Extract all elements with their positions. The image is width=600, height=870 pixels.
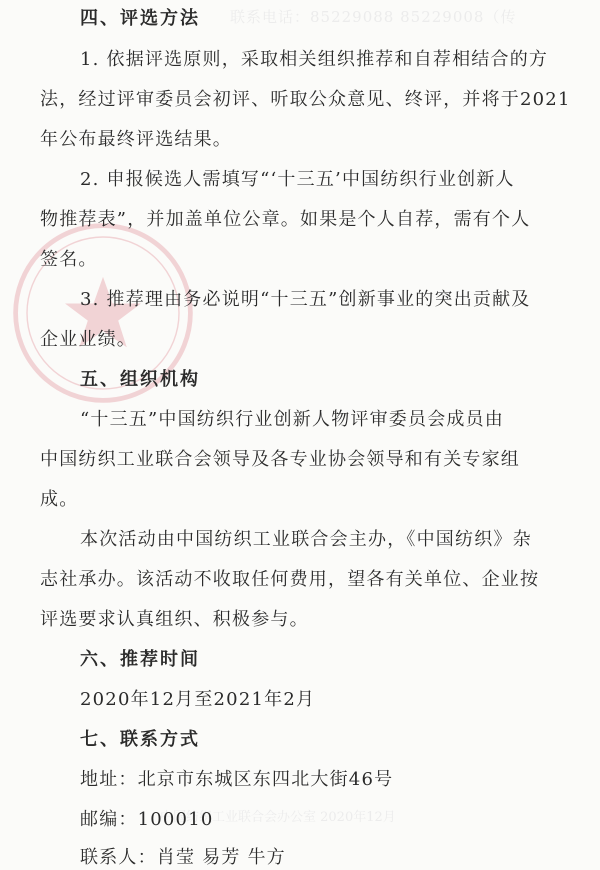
contact-persons: 联系人：肖莹 易芳 牛方 <box>80 847 286 868</box>
section-4-p2-line1: 2. 申报候选人需填写“‘十三五’中国纺织行业创新人 <box>80 169 515 190</box>
section-5-p1-line2: 中国纺织工业联合会领导及各专业协会领导和有关专家组 <box>40 449 520 470</box>
section-4-p3-line1: 3. 推荐理由务必说明“十三五”创新事业的突出贡献及 <box>80 289 531 310</box>
section-4-heading: 四、评选方法 <box>80 8 200 29</box>
contact-address: 地址：北京市东城区东四北大街46号 <box>80 769 394 790</box>
section-5-p2-line3: 评选要求认真组织、积极参与。 <box>40 609 309 630</box>
section-5-heading: 五、组织机构 <box>80 369 200 390</box>
section-6-heading: 六、推荐时间 <box>80 649 200 670</box>
section-4-p1-line1: 1. 依据评选原则，采取相关组织推荐和自荐相结合的方 <box>80 49 549 70</box>
section-4-p1-line3: 年公布最终评选结果。 <box>40 129 232 150</box>
section-5-p1-line3: 成。 <box>40 489 79 510</box>
section-5-p2-line2: 志社承办。该活动不收取任何费用，望各有关单位、企业按 <box>40 569 540 590</box>
section-7-heading: 七、联系方式 <box>80 729 200 750</box>
section-4-p2-line2: 物推荐表”，并加盖单位公章。如果是个人自荐，需有个人 <box>40 209 531 230</box>
recommendation-period: 2020年12月至2021年2月 <box>80 689 316 710</box>
reverse-side-bleed-footer: 中国纺织工业联合会办公室 2020年12月 <box>160 810 396 825</box>
section-5-p2-line1: 本次活动由中国纺织工业联合会主办，《中国纺织》杂 <box>80 529 532 550</box>
section-5-p1-line1: “十三五”中国纺织行业创新人物评审委员会成员由 <box>80 409 505 430</box>
section-4-p1-line2: 法，经过评审委员会初评、听取公众意见、终评，并将于2021 <box>40 89 571 110</box>
reverse-side-bleed-text: 联系电话：85229088 85229008（传 <box>230 8 517 26</box>
section-4-p2-line3: 签名。 <box>40 249 98 270</box>
section-4-p3-line2: 企业业绩。 <box>40 329 136 350</box>
contact-postcode: 邮编：100010 <box>80 809 214 830</box>
